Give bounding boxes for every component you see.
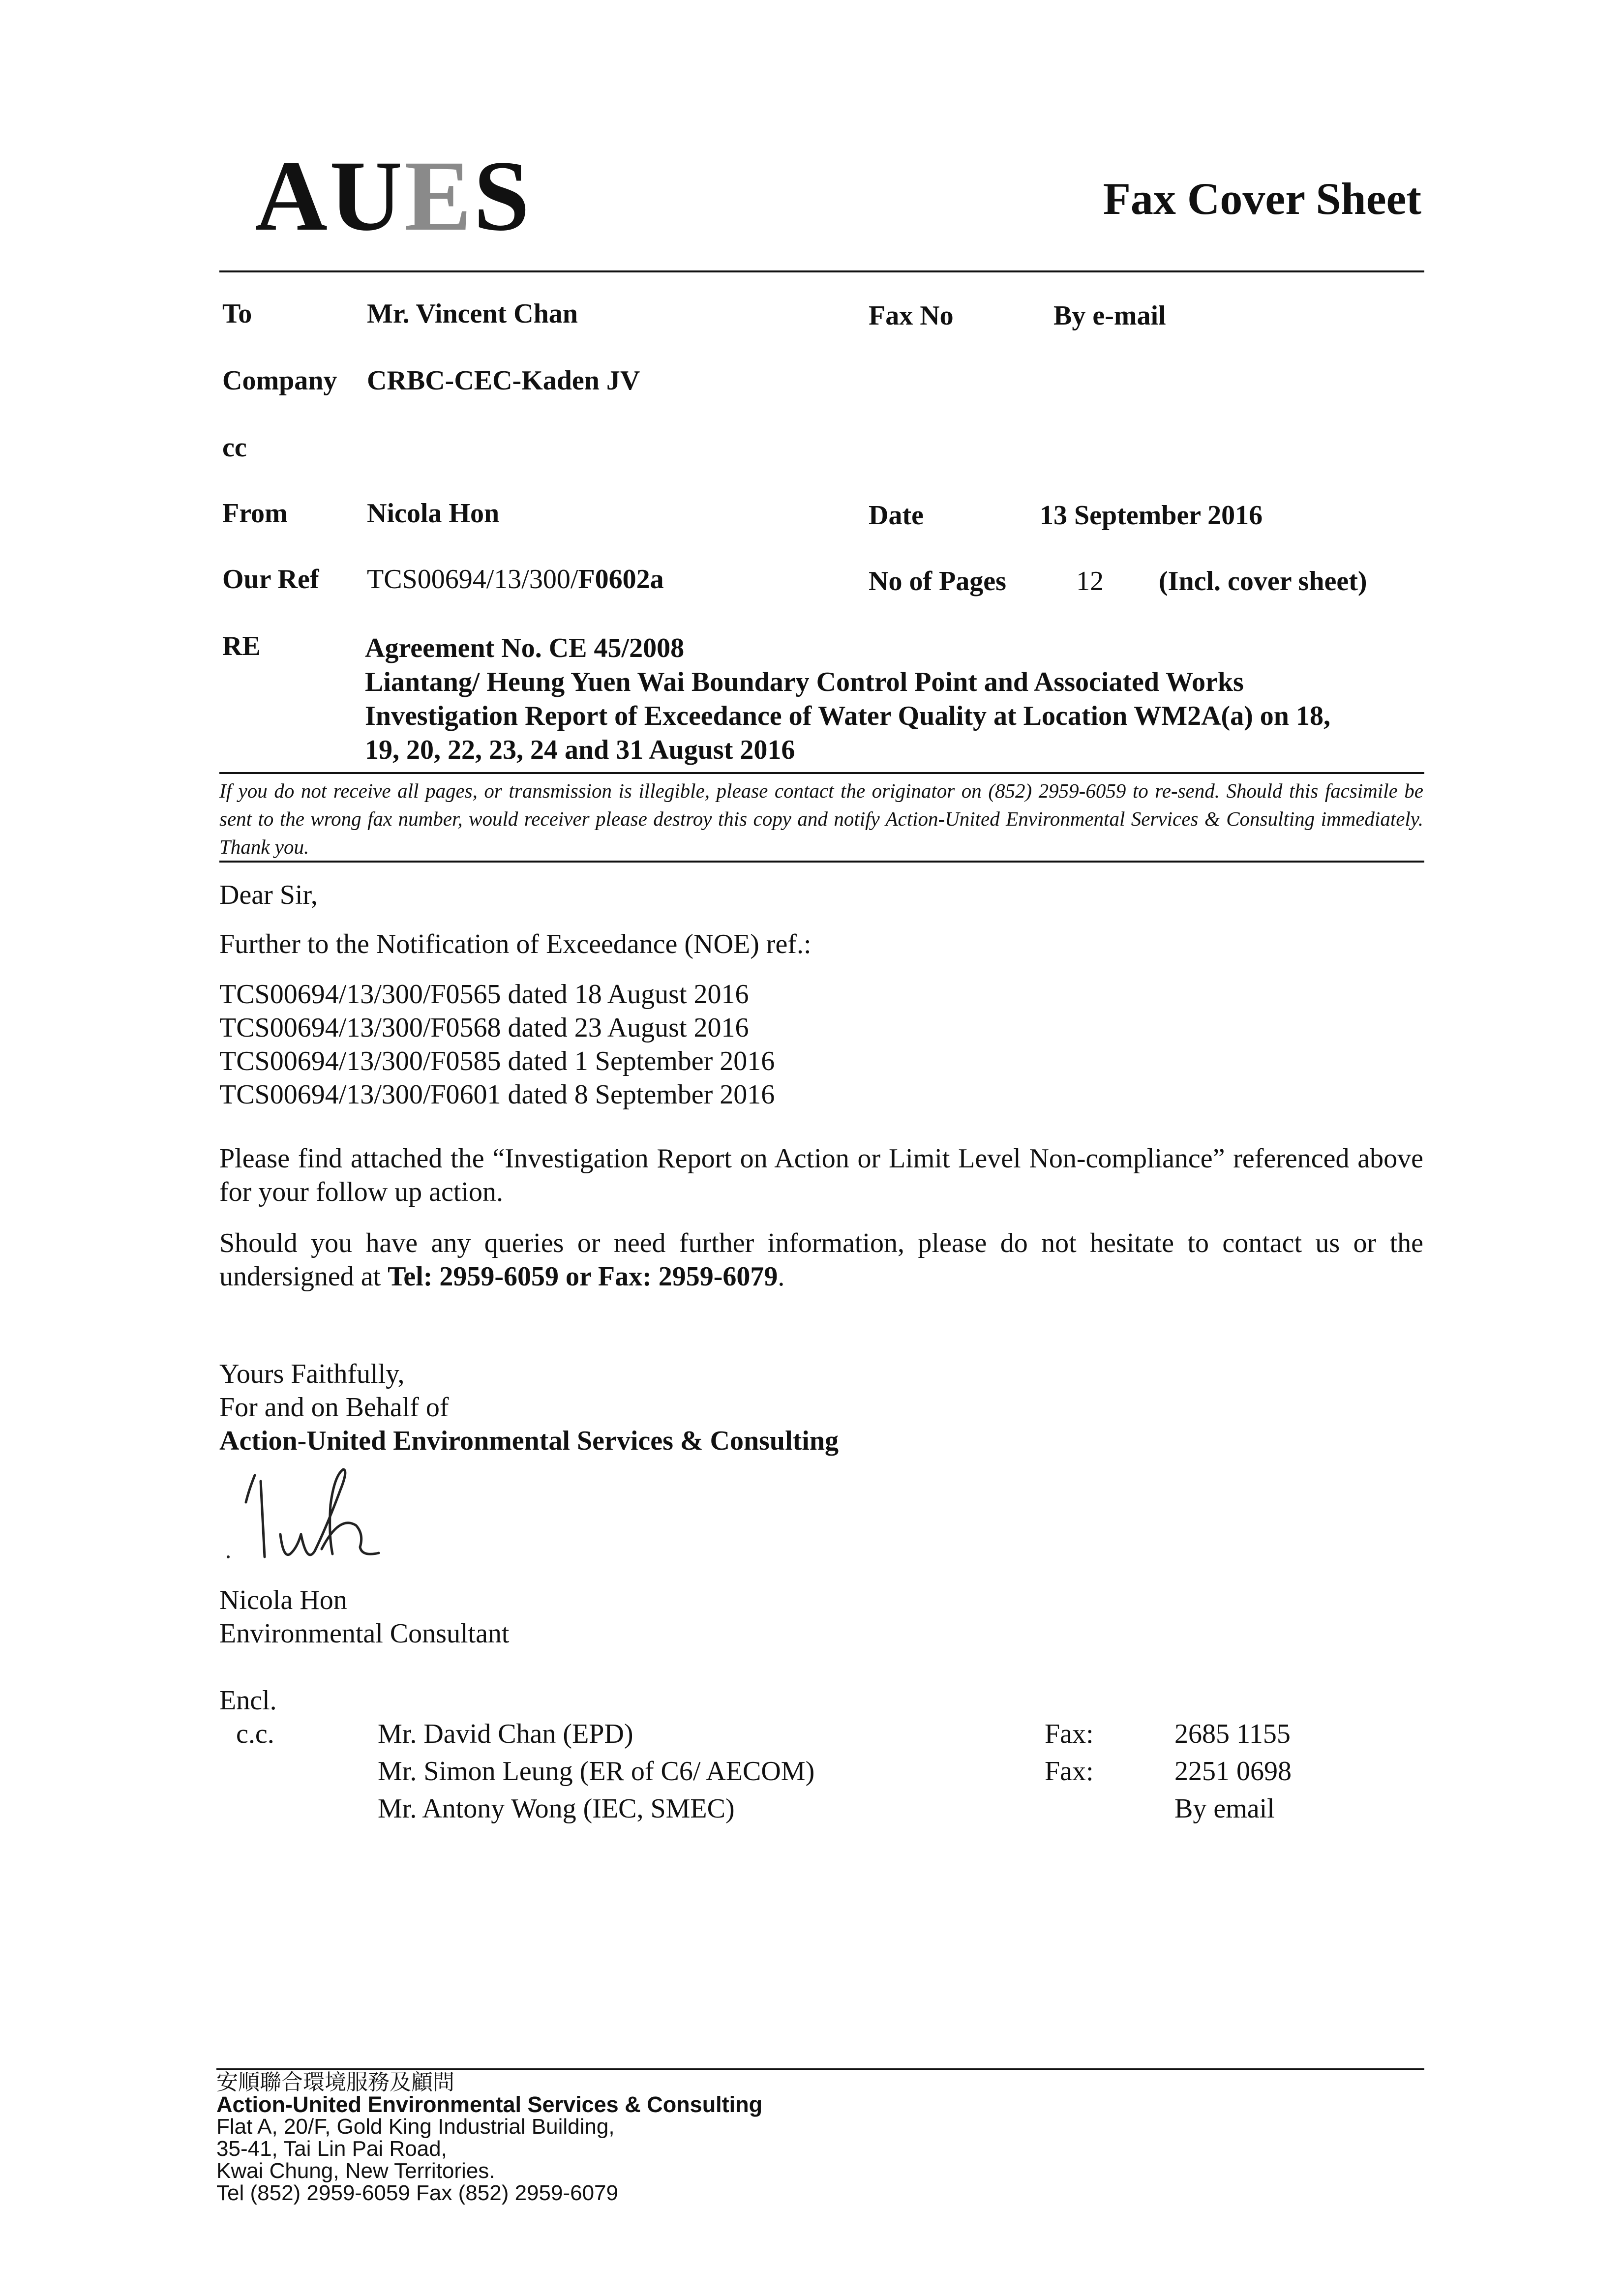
re-label: RE xyxy=(222,631,261,661)
to-label: To xyxy=(222,298,252,329)
from-value: Nicola Hon xyxy=(367,498,500,529)
noe-reference: TCS00694/13/300/F0601 dated 8 September 2016 xyxy=(219,1079,775,1110)
signing-company: Action-United Environmental Services & Consulting xyxy=(219,1426,839,1456)
no-of-pages-label: No of Pages xyxy=(869,566,1006,596)
noe-reference: TCS00694/13/300/F0565 dated 18 August 2016 xyxy=(219,979,749,1010)
re-rule xyxy=(219,772,1424,774)
cc-recipient-name: Mr. Antony Wong (IEC, SMEC) xyxy=(378,1793,735,1824)
cc-recipient-name: Mr. David Chan (EPD) xyxy=(378,1719,633,1749)
cc-label: cc xyxy=(222,432,247,463)
logo-part-au: AU xyxy=(255,140,405,252)
noe-reference: TCS00694/13/300/F0568 dated 23 August 2016 xyxy=(219,1013,749,1043)
footer-address-line: Kwai Chung, New Territories. xyxy=(216,2159,495,2183)
cc-fax-value: 2251 0698 xyxy=(1174,1756,1292,1787)
date-value: 13 September 2016 xyxy=(1040,500,1263,531)
no-of-pages-value: 12 xyxy=(1076,566,1104,596)
footer-address-line: Flat A, 20/F, Gold King Industrial Building, xyxy=(216,2115,615,2139)
handwritten-signature xyxy=(216,1461,433,1579)
logo-part-s: S xyxy=(473,140,532,252)
logo-part-e: E xyxy=(404,140,474,252)
on-behalf-of: For and on Behalf of xyxy=(219,1392,449,1423)
no-of-pages-note: (Incl. cover sheet) xyxy=(1159,566,1367,596)
re-subject xyxy=(365,631,1427,767)
to-value: Mr. Vincent Chan xyxy=(367,298,578,329)
attachment-paragraph: Please find attached the “Investigation Report on Action or Limit Level Non-compliance” referenced above for your follow up action. xyxy=(219,1143,1423,1207)
footer-chinese-name: 安順聯合環境服務及顧問 xyxy=(216,2070,454,2094)
contact-paragraph xyxy=(219,1226,1423,1293)
signer-name: Nicola Hon xyxy=(219,1585,347,1615)
cc-list-label: c.c. xyxy=(236,1719,274,1749)
our-ref-prefix: TCS00694/13/300/ xyxy=(367,564,578,595)
contact-numbers: Tel: 2959-6059 or Fax: 2959-6079 xyxy=(388,1261,778,1292)
enclosure-label: Encl. xyxy=(219,1685,277,1716)
footer-rule xyxy=(216,2068,1424,2070)
contact-text: Should you have any queries or need further information, please do not hesitate to contact us or the undersigned at xyxy=(219,1228,1423,1292)
footer-contact: Tel (852) 2959-6059 Fax (852) 2959-6079 xyxy=(216,2181,618,2205)
contact-end: . xyxy=(778,1261,785,1292)
date-label: Date xyxy=(869,500,924,531)
cc-fax-label: Fax: xyxy=(1045,1719,1094,1749)
re-line: Agreement No. CE 45/2008 xyxy=(365,633,685,663)
cc-recipient-name: Mr. Simon Leung (ER of C6/ AECOM) xyxy=(378,1756,815,1787)
notice-rule xyxy=(219,861,1424,863)
our-ref-suffix: F0602a xyxy=(578,564,664,595)
aues-logo xyxy=(255,140,532,252)
fax-no-value: By e-mail xyxy=(1053,300,1166,331)
signer-title: Environmental Consultant xyxy=(219,1618,510,1649)
salutation: Dear Sir, xyxy=(219,880,318,910)
re-line: Liantang/ Heung Yuen Wai Boundary Control Point and Associated Works xyxy=(365,667,1244,697)
our-ref-label: Our Ref xyxy=(222,564,319,595)
footer-company-name: Action-United Environmental Services & Consulting xyxy=(216,2092,763,2117)
closing: Yours Faithfully, xyxy=(219,1359,405,1389)
cc-fax-label: Fax: xyxy=(1045,1756,1094,1787)
from-label: From xyxy=(222,498,288,529)
re-line: 19, 20, 22, 23, 24 and 31 August 2016 xyxy=(365,735,795,765)
company-footer xyxy=(216,2071,762,2204)
company-value: CRBC-CEC-Kaden JV xyxy=(367,365,640,396)
re-line: Investigation Report of Exceedance of Water Quality at Location WM2A(a) on 18, xyxy=(365,701,1330,731)
company-label: Company xyxy=(222,365,337,396)
footer-address-line: 35-41, Tai Lin Pai Road, xyxy=(216,2137,447,2161)
intro-text: Further to the Notification of Exceedance (NOE) ref.: xyxy=(219,929,812,959)
transmission-notice: If you do not receive all pages, or transmission is illegible, please contact the originator on (852) 2959-6059 to re-send. Should this facsimile be sent to the wrong fax number, would receiver please destroy this copy and notify Action-United Environmental Services & Consulting immediately. Thank you. xyxy=(219,779,1423,858)
noe-reference: TCS00694/13/300/F0585 dated 1 September 2016 xyxy=(219,1046,775,1076)
our-ref-value xyxy=(367,566,664,593)
fax-no-label: Fax No xyxy=(869,300,954,331)
document-title: Fax Cover Sheet xyxy=(1103,174,1421,224)
header-rule xyxy=(219,270,1424,272)
cc-delivery-method: By email xyxy=(1174,1793,1275,1824)
cc-fax-value: 2685 1155 xyxy=(1174,1719,1291,1749)
